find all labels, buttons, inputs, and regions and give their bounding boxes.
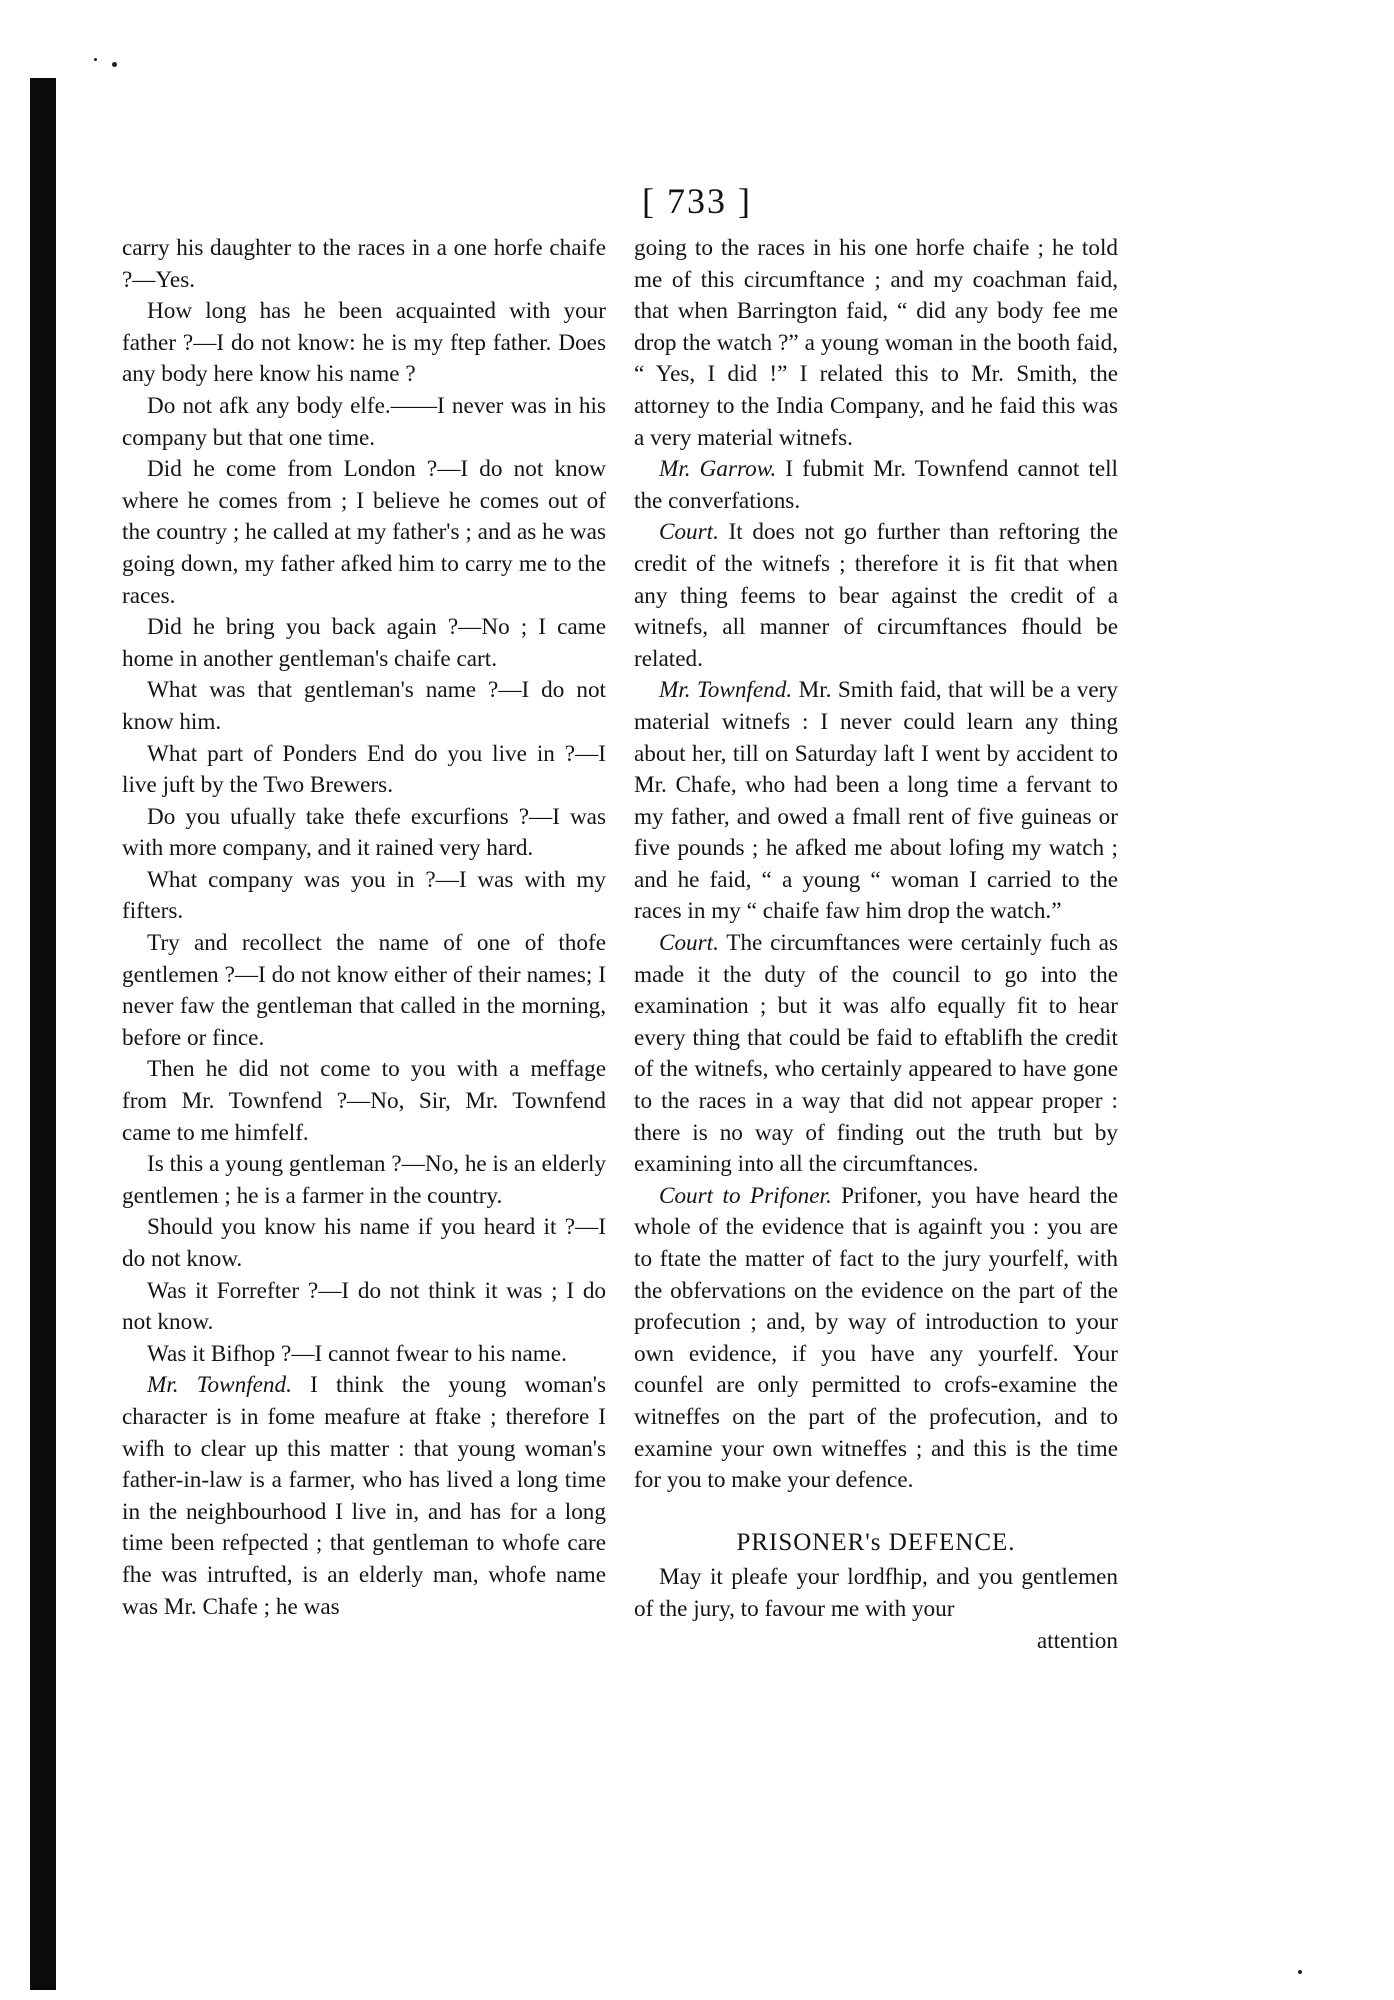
paragraph — [122, 739, 606, 802]
paragraph-text: I think the young woman's character is in fome meafure at ftake ; therefore I wifh to clear up this matter : that young woman's father-in-law is a farmer, who has lived a long time in the neighbourhood I live in, and has for a long time been refpected ; that gentleman to whofe care fhe was intrufted, is an elderly man, whofe name was Mr. Chafe ; he was — [122, 1372, 607, 1620]
paragraph-text: Was it Bifhop ?—I cannot fwear to his name. — [147, 1340, 567, 1367]
paragraph — [122, 865, 606, 928]
page-number: [ 733 ] — [642, 181, 752, 221]
paragraph — [122, 928, 606, 1054]
speaker-name: Court to Prifoner. — [659, 1182, 832, 1209]
paragraph-text: Then he did not come to you with a meffage from Mr. Townfend ?—No, Sir, Mr. Townfend came to me himfelf. — [122, 1056, 606, 1146]
paragraph — [122, 802, 606, 865]
paragraph — [122, 1054, 606, 1149]
catchword: attention — [1036, 1627, 1118, 1654]
paragraph — [634, 1181, 1118, 1497]
paragraph — [122, 675, 606, 738]
binding-edge — [30, 78, 56, 1990]
speaker-name: Court. — [659, 930, 719, 957]
paragraph-text: Mr. Smith faid, that will be a very material witnefs : I never could learn any thing about her, till on Saturday laft I went by accident to Mr. Chafe, who had been a long time a fervant to my father, and owed a fmall rent of five guineas or five pounds ; he afked me about lofing my watch ; and he faid, “ a young “ woman I carried to the races in my “ chaife faw him drop the watch.” — [634, 677, 1119, 925]
paragraph-text: Was it Forrefter ?—I do not think it was ; I do not know. — [122, 1277, 606, 1336]
paragraph-text: The circumftances were certainly fuch as made it the duty of the council to go into the examination ; but it was alfo equally fit to hear every thing that could be faid to eftablifh the credit of the witnefs, who certainly appeared to have gone to the races in a way that did not appear proper : there is no way of finding out the truth but by examining into all the circumftances. — [634, 930, 1118, 1178]
paragraph-text: Should you know his name if you heard it ?—I do not know. — [122, 1214, 606, 1272]
paragraph — [634, 454, 1118, 517]
paragraph-text: going to the races in his one horfe chaife ; he told me of this circumftance ; and my coachman faid, that when Barrington faid, “ did any body fee me drop the watch ?” a young woman in the booth faid, “ Yes, I did !” I related this to Mr. Smith, the attorney to the India Company, and he faid this was a very material witnefs. — [634, 235, 1118, 451]
section-heading: PRISONER's DEFENCE. — [736, 1528, 1016, 1556]
speaker-name: Court. — [659, 519, 719, 546]
paragraph-text: What company was you in ?—I was with my fifters. — [122, 866, 606, 925]
paragraph — [634, 1562, 1118, 1625]
paragraph-text: Try and recollect the name of one of thofe gentlemen ?—I do not know either of their names; I never faw the gentleman that called in the morning, before or fince. — [122, 930, 606, 1051]
paragraph-text: How long has he been acquainted with your father ?—I do not know: he is my ftep father. Does any body here know his name ? — [122, 298, 606, 388]
paragraph-text: Prifoner, you have heard the whole of the evidence that is againft you : you are to ftate the matter of fact to the jury yourfelf, with the obfervations on the evidence on the part of the profecution ; and, by way of introduction to your own evidence, if you have any yourfelf. Your counfel are only permitted to crofs-examine the witneffes on the part of the profecution, and to examine your own witneffes ; and this is the time for you to make your defence. — [634, 1182, 1118, 1494]
paragraph — [122, 1149, 606, 1212]
speaker-name: Mr. Garrow. — [659, 456, 777, 483]
paragraph — [634, 233, 1118, 454]
paragraph — [122, 1339, 606, 1371]
paragraph-text: Is this a young gentleman ?—No, he is an elderly gentlemen ; he is a farmer in the country. — [122, 1151, 606, 1209]
paragraph — [122, 1370, 606, 1623]
paragraph — [122, 454, 606, 612]
paragraph-text: Do not afk any body elfe.——I never was in his company but that one time. — [122, 392, 606, 451]
paragraph-text: It does not go further than reftoring the credit of the witnefs ; therefore it is fit that when any thing feems to bear against the credit of a witnefs, all manner of circumftances fhould be related. — [634, 519, 1118, 672]
paragraph-text: What part of Ponders End do you live in ?—I live juft by the Two Brewers. — [122, 740, 606, 799]
ink-speck — [1298, 1970, 1302, 1974]
paragraph — [122, 1212, 606, 1275]
paragraph — [122, 1276, 606, 1339]
paragraph — [122, 391, 606, 454]
speaker-name: Mr. Townfend. — [659, 677, 793, 704]
ink-speck — [94, 58, 97, 61]
paragraph-text: I fubmit Mr. Townfend cannot tell the converfations. — [634, 456, 1118, 514]
paragraph — [634, 517, 1118, 675]
paragraph-text: Do you ufually take thefe excurfions ?—I was with more company, and it rained very hard. — [122, 803, 606, 862]
paragraph — [634, 928, 1118, 1181]
left-text-column — [122, 233, 606, 1623]
paragraph-text: Did he bring you back again ?—No ; I came home in another gentleman's chaife cart. — [122, 614, 606, 672]
speaker-name: Mr. Townfend. — [147, 1372, 292, 1399]
paragraph-text: carry his daughter to the races in a one horfe chaife ?—Yes. — [122, 235, 606, 293]
ink-speck — [112, 62, 117, 67]
paragraph-text: What was that gentleman's name ?—I do not know him. — [122, 677, 606, 735]
paragraph — [634, 675, 1118, 928]
paragraph — [122, 233, 606, 296]
right-text-column — [634, 233, 1118, 1657]
paragraph-text: May it pleafe your lordfhip, and you gentlemen of the jury, to favour me with your — [634, 1564, 1118, 1622]
paragraph-text: Did he come from London ?—I do not know where he comes from ; I believe he comes out of the country ; he called at my father's ; and as he was going down, my father afked him to carry me to the races. — [122, 456, 606, 609]
paragraph — [122, 296, 606, 391]
paragraph — [122, 612, 606, 675]
